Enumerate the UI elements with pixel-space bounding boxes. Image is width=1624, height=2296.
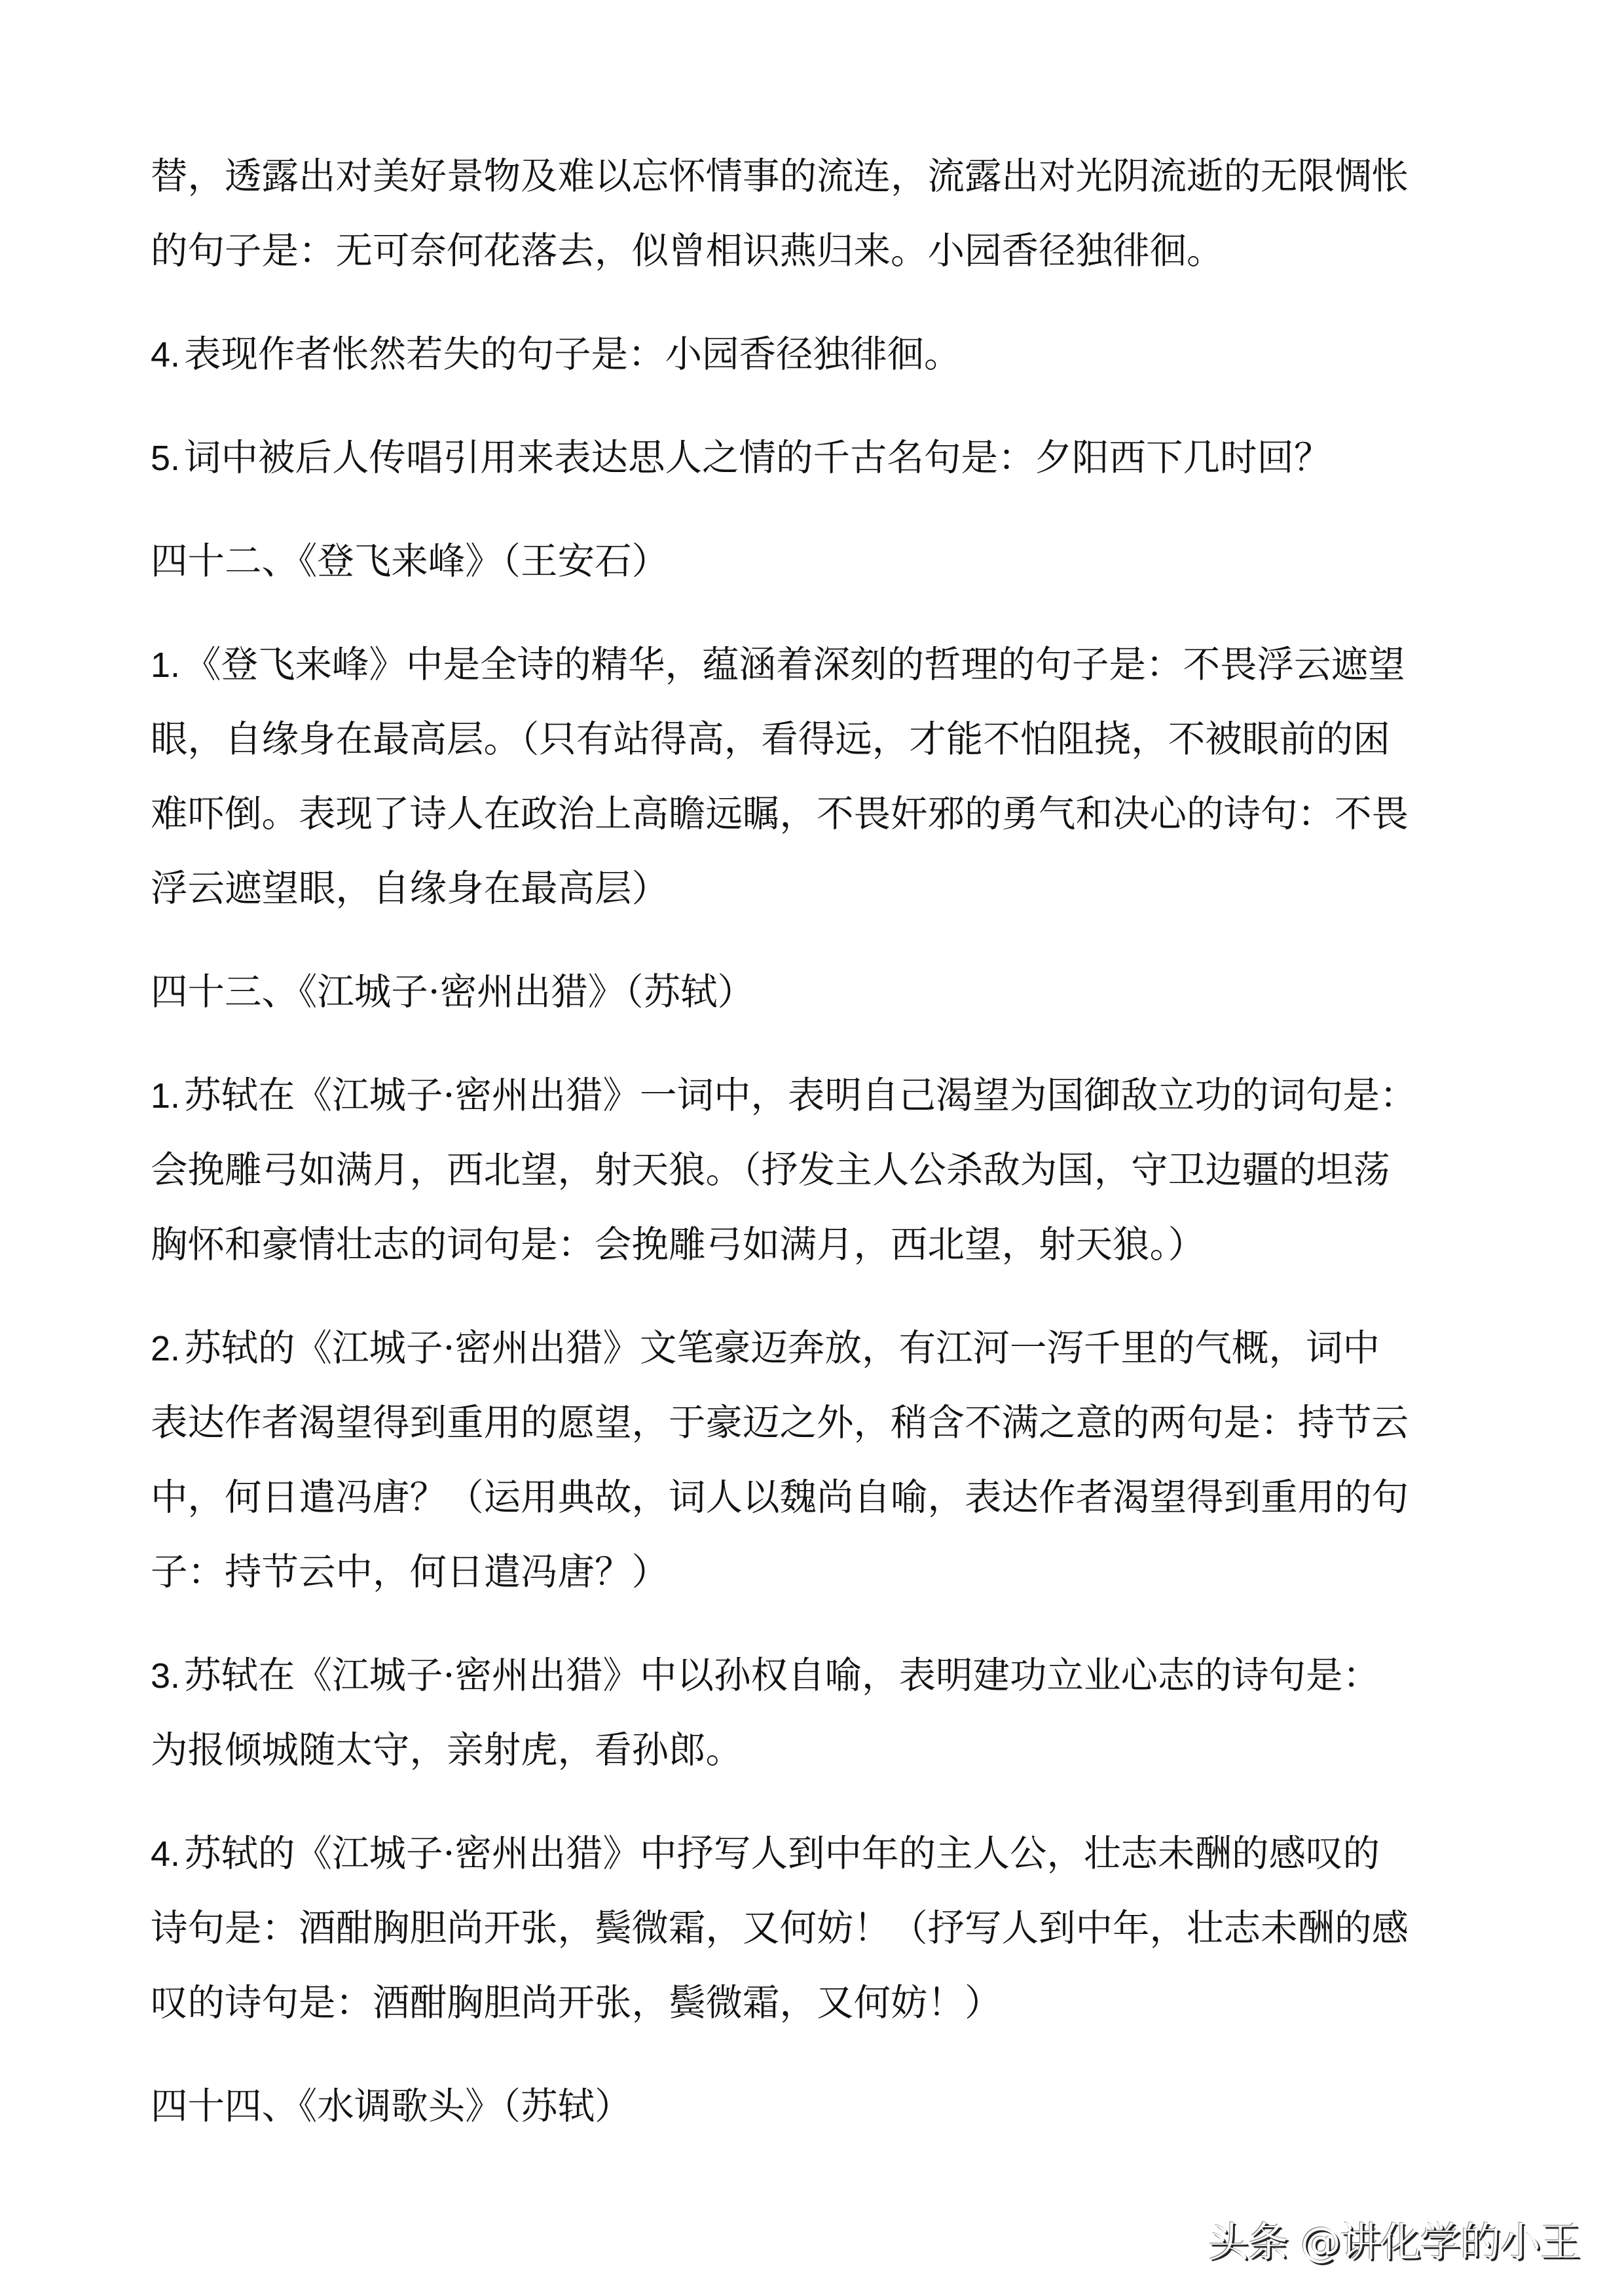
text-line: [151, 1639, 1467, 1713]
item-number: 1.: [151, 646, 181, 685]
text-line: [151, 1966, 1467, 2041]
text-line: [151, 139, 1467, 214]
text-line: [151, 1817, 1467, 1891]
section-heading-43: 四十三、《江城子·密州出猎》（苏轼）: [151, 971, 754, 1013]
list-item: [151, 628, 1467, 926]
text-line: [151, 1461, 1467, 1535]
line-text: 表现作者怅然若失的句子是：小园香径独徘徊。: [184, 333, 961, 376]
line-text: 的句子是：无可奈何花落去，似曾相识燕归来。小园香径独徘徊。: [151, 230, 1224, 272]
line-text: 诗句是：酒酣胸胆尚开张，鬓微霜，又何妨！（抒写人到中年，壮志未酬的感: [151, 1907, 1409, 1950]
line-text: 中，何日遣冯唐？（运用典故，词人以魏尚自喻，表达作者渴望得到重用的句: [151, 1476, 1409, 1519]
text-line: [151, 1891, 1467, 1966]
line-text: 苏轼在《江城子·密州出猎》中以孙权自喻，表明建功立业心志的诗句是：: [184, 1654, 1380, 1697]
list-item: [151, 1817, 1467, 2041]
document-page: [151, 139, 1467, 2173]
text-line: [151, 1059, 1467, 1133]
line-text: 为报倾城随太守，亲射虎，看孙郎。: [151, 1729, 743, 1772]
text-line: [151, 1311, 1467, 1386]
item-number: 5.: [151, 439, 181, 478]
item-number: 2.: [151, 1329, 181, 1368]
paragraph-continuation: [151, 139, 1467, 289]
text-line: [151, 214, 1467, 289]
line-text: 《登飞来峰》中是全诗的精华，蕴涵着深刻的哲理的句子是：不畏浮云遮望: [184, 644, 1405, 686]
text-line: [151, 702, 1467, 777]
list-item: [151, 421, 1467, 496]
line-text: 浮云遮望眼，自缘身在最高层）: [151, 867, 669, 910]
list-item: [151, 1639, 1467, 1788]
item-number: 4.: [151, 1834, 181, 1874]
line-text: 子：持节云中，何日遣冯唐？）: [151, 1551, 669, 1594]
text-line: [151, 1133, 1467, 1208]
text-line: [151, 777, 1467, 852]
text-line: [151, 852, 1467, 926]
list-item: [151, 318, 1467, 392]
item-number: 1.: [151, 1076, 181, 1116]
item-number: 4.: [151, 335, 181, 374]
line-text: 胸怀和豪情壮志的词句是：会挽雕弓如满月，西北望，射天狼。）: [151, 1224, 1206, 1266]
line-text: 难吓倒。表现了诗人在政治上高瞻远瞩，不畏奸邪的勇气和决心的诗句：不畏: [151, 793, 1409, 835]
line-text: 苏轼的《江城子·密州出猎》中抒写人到中年的主人公，壮志未酬的感叹的: [184, 1832, 1380, 1875]
section-heading-44: 四十四、《水调歌头》（苏轼）: [151, 2085, 632, 2128]
line-text: 苏轼在《江城子·密州出猎》一词中，表明自己渴望为国御敌立功的词句是：: [184, 1074, 1417, 1117]
text-line: [151, 1386, 1467, 1461]
line-text: 叹的诗句是：酒酣胸胆尚开张，鬓微霜，又何妨！）: [151, 1982, 1002, 2024]
text-line: [151, 628, 1467, 702]
text-line: [151, 1713, 1467, 1788]
watermark: 头条 @讲化学的小王: [1208, 2218, 1580, 2266]
text-line: [151, 1535, 1467, 1610]
line-text: 表达作者渴望得到重用的愿望，于豪迈之外，稍含不满之意的两句是：持节云: [151, 1402, 1409, 1444]
line-text: 苏轼的《江城子·密州出猎》文笔豪迈奔放，有江河一泻千里的气概，词中: [184, 1327, 1380, 1370]
item-number: 3.: [151, 1656, 181, 1696]
text-line: [151, 1208, 1467, 1283]
section-heading-42: 四十二、《登飞来峰》（王安石）: [151, 540, 669, 583]
list-item: [151, 1311, 1467, 1610]
list-item: [151, 1059, 1467, 1283]
text-line: [151, 421, 1467, 496]
line-text: 词中被后人传唱引用来表达思人之情的千古名句是：夕阳西下几时回？: [184, 437, 1331, 479]
text-line: [151, 318, 1467, 392]
line-text: 眼，自缘身在最高层。（只有站得高，看得远，才能不怕阻挠，不被眼前的困: [151, 718, 1390, 761]
line-text: 会挽雕弓如满月，西北望，射天狼。（抒发主人公杀敌为国，守卫边疆的坦荡: [151, 1149, 1390, 1192]
line-text: 替，透露出对美好景物及难以忘怀情事的流连，流露出对光阴流逝的无限惆怅: [151, 155, 1409, 198]
